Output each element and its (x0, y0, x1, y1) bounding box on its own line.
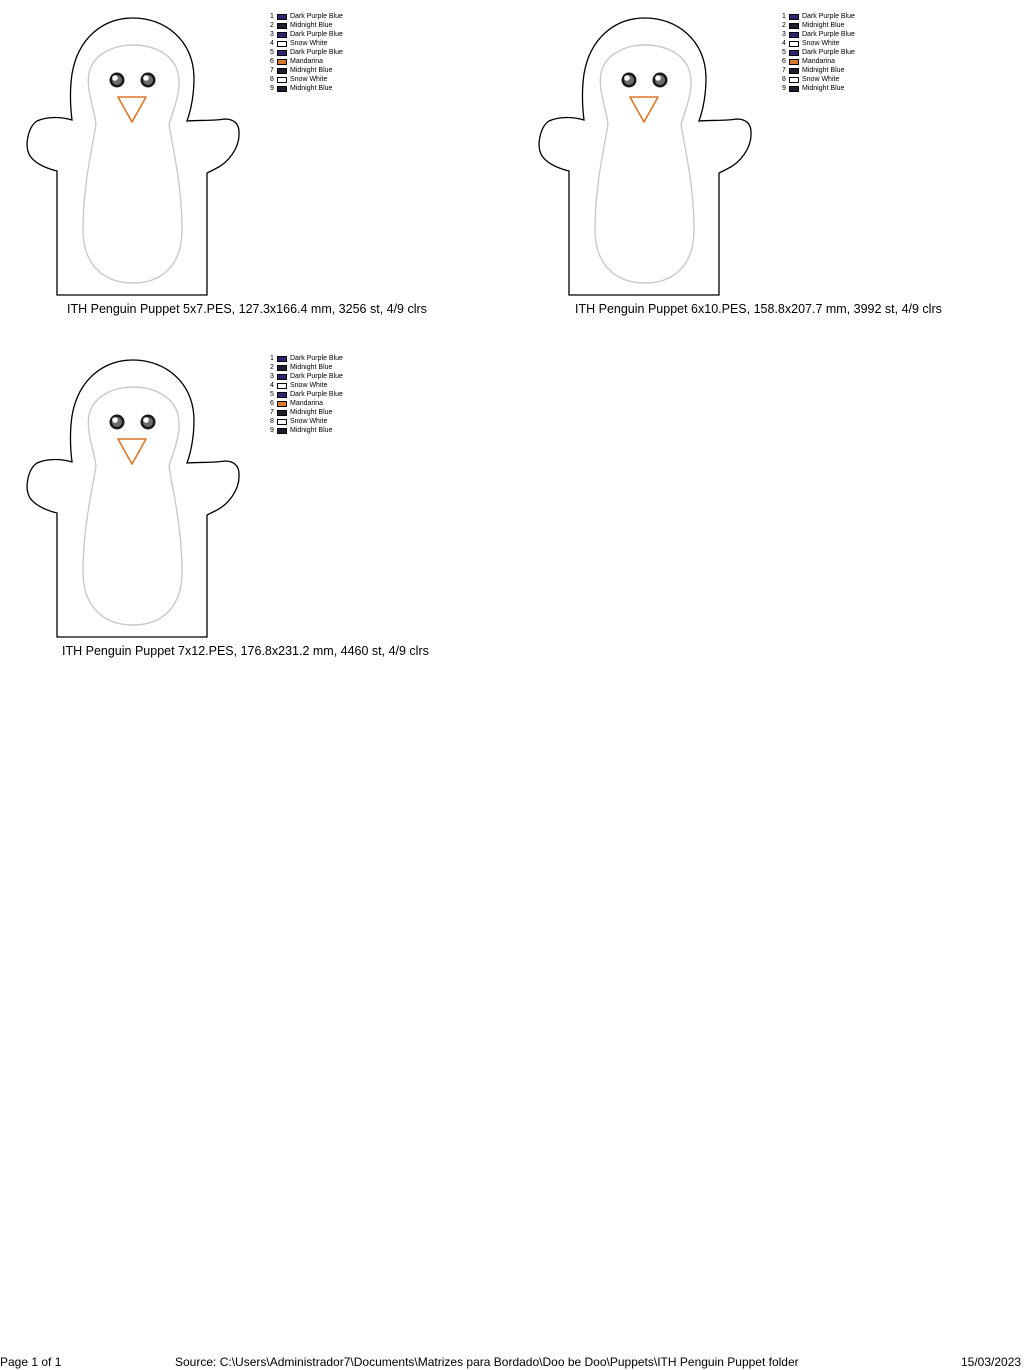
thread-color-number: 5 (782, 49, 786, 56)
thread-color-row (270, 363, 380, 372)
thread-color-number: 4 (270, 382, 274, 389)
thread-color-number: 1 (782, 13, 786, 20)
thread-color-swatch (277, 374, 287, 380)
thread-color-swatch (789, 23, 799, 29)
thread-color-swatch (277, 41, 287, 47)
print-date: 15/03/2023 (961, 1355, 1022, 1369)
thread-color-swatch (277, 383, 287, 389)
thread-color-name: Snow White (290, 40, 328, 47)
thread-color-name: Snow White (290, 382, 328, 389)
left-eye (622, 73, 637, 88)
thread-color-row (270, 372, 380, 381)
puppet-outline (27, 360, 239, 637)
thread-color-number: 5 (270, 391, 274, 398)
thread-color-list (270, 12, 380, 93)
thread-color-row (270, 39, 380, 48)
thread-color-row (270, 48, 380, 57)
thread-color-number: 9 (270, 427, 274, 434)
penguin-puppet-design (0, 0, 260, 300)
penguin-puppet-design (0, 342, 260, 642)
thread-color-number: 9 (782, 85, 786, 92)
thread-color-name: Mandarina (290, 58, 324, 65)
thread-color-row (782, 12, 892, 21)
design-preview-2 (512, 0, 992, 330)
thread-color-row (270, 354, 380, 363)
thread-color-row (270, 84, 380, 93)
thread-color-row (270, 21, 380, 30)
thread-color-swatch (277, 419, 287, 425)
thread-color-number: 2 (270, 364, 274, 371)
thread-color-row (782, 57, 892, 66)
thread-color-row (270, 399, 380, 408)
thread-color-swatch (789, 59, 799, 65)
thread-color-swatch (277, 410, 287, 416)
thread-color-number: 8 (270, 418, 274, 425)
thread-color-swatch (789, 68, 799, 74)
thread-color-number: 6 (270, 400, 274, 407)
thread-color-list (782, 12, 892, 93)
thread-color-name: Midnight Blue (290, 67, 333, 74)
thread-color-number: 3 (270, 31, 274, 38)
right-eye (141, 415, 156, 430)
thread-color-list (270, 354, 380, 435)
thread-color-swatch (789, 41, 799, 47)
thread-color-name: Dark Purple Blue (290, 355, 343, 362)
thread-color-swatch (789, 50, 799, 56)
source-path: Source: C:\Users\Administrador7\Documents\Matrizes para Bordado\Doo be Doo\Puppets\ITH Penguin Puppet folder (175, 1355, 799, 1369)
thread-color-name: Midnight Blue (290, 22, 333, 29)
thread-color-number: 8 (782, 76, 786, 83)
thread-color-number: 3 (782, 31, 786, 38)
thread-color-row (270, 390, 380, 399)
thread-color-name: Dark Purple Blue (290, 31, 343, 38)
thread-color-name: Dark Purple Blue (290, 391, 343, 398)
thread-color-swatch (789, 77, 799, 83)
thread-color-swatch (277, 86, 287, 92)
thread-color-row (270, 30, 380, 39)
thread-color-number: 7 (782, 67, 786, 74)
thread-color-row (782, 75, 892, 84)
thread-color-swatch (277, 77, 287, 83)
thread-color-row (782, 30, 892, 39)
thread-color-name: Dark Purple Blue (802, 31, 855, 38)
design-caption: ITH Penguin Puppet 7x12.PES, 176.8x231.2 mm, 4460 st, 4/9 clrs (62, 644, 429, 658)
thread-color-row (270, 57, 380, 66)
thread-color-name: Snow White (290, 76, 328, 83)
right-eye (141, 73, 156, 88)
thread-color-swatch (277, 392, 287, 398)
thread-color-row (782, 66, 892, 75)
thread-color-number: 1 (270, 13, 274, 20)
thread-color-name: Midnight Blue (290, 409, 333, 416)
thread-color-swatch (789, 14, 799, 20)
design-caption: ITH Penguin Puppet 6x10.PES, 158.8x207.7 mm, 3992 st, 4/9 clrs (575, 302, 942, 316)
thread-color-number: 1 (270, 355, 274, 362)
page-number: Page 1 of 1 (0, 1355, 62, 1369)
thread-color-name: Snow White (290, 418, 328, 425)
thread-color-swatch (277, 68, 287, 74)
thread-color-swatch (277, 401, 287, 407)
thread-color-name: Mandarina (290, 400, 324, 407)
left-eye (110, 415, 125, 430)
thread-color-name: Dark Purple Blue (802, 13, 855, 20)
design-preview-1 (0, 0, 480, 330)
thread-color-name: Midnight Blue (802, 85, 845, 92)
thread-color-name: Midnight Blue (802, 22, 845, 29)
thread-color-name: Midnight Blue (290, 85, 333, 92)
thread-color-name: Snow White (802, 76, 840, 83)
thread-color-row (270, 417, 380, 426)
thread-color-row (270, 12, 380, 21)
thread-color-number: 7 (270, 67, 274, 74)
thread-color-swatch (277, 23, 287, 29)
thread-color-row (782, 21, 892, 30)
thread-color-swatch (277, 59, 287, 65)
right-eye (653, 73, 668, 88)
thread-color-name: Snow White (802, 40, 840, 47)
thread-color-name: Dark Purple Blue (290, 13, 343, 20)
design-preview-3 (0, 342, 480, 672)
thread-color-number: 7 (270, 409, 274, 416)
thread-color-number: 4 (270, 40, 274, 47)
thread-color-swatch (789, 32, 799, 38)
thread-color-row (270, 66, 380, 75)
thread-color-number: 8 (270, 76, 274, 83)
thread-color-number: 5 (270, 49, 274, 56)
thread-color-number: 2 (270, 22, 274, 29)
thread-color-name: Midnight Blue (802, 67, 845, 74)
puppet-outline (539, 18, 751, 295)
thread-color-row (782, 48, 892, 57)
thread-color-swatch (277, 365, 287, 371)
thread-color-number: 9 (270, 85, 274, 92)
thread-color-name: Dark Purple Blue (802, 49, 855, 56)
thread-color-row (270, 75, 380, 84)
thread-color-number: 3 (270, 373, 274, 380)
thread-color-swatch (277, 14, 287, 20)
thread-color-number: 6 (270, 58, 274, 65)
thread-color-row (270, 426, 380, 435)
design-caption: ITH Penguin Puppet 5x7.PES, 127.3x166.4 mm, 3256 st, 4/9 clrs (67, 302, 427, 316)
thread-color-row (270, 381, 380, 390)
penguin-puppet-design (512, 0, 772, 300)
thread-color-name: Midnight Blue (290, 427, 333, 434)
thread-color-name: Mandarina (802, 58, 836, 65)
thread-color-swatch (277, 32, 287, 38)
left-eye (110, 73, 125, 88)
thread-color-name: Midnight Blue (290, 364, 333, 371)
puppet-outline (27, 18, 239, 295)
thread-color-number: 4 (782, 40, 786, 47)
thread-color-name: Dark Purple Blue (290, 373, 343, 380)
thread-color-swatch (277, 356, 287, 362)
thread-color-swatch (277, 50, 287, 56)
thread-color-row (270, 408, 380, 417)
thread-color-number: 6 (782, 58, 786, 65)
thread-color-name: Dark Purple Blue (290, 49, 343, 56)
thread-color-swatch (277, 428, 287, 434)
thread-color-row (782, 84, 892, 93)
thread-color-row (782, 39, 892, 48)
thread-color-number: 2 (782, 22, 786, 29)
thread-color-swatch (789, 86, 799, 92)
